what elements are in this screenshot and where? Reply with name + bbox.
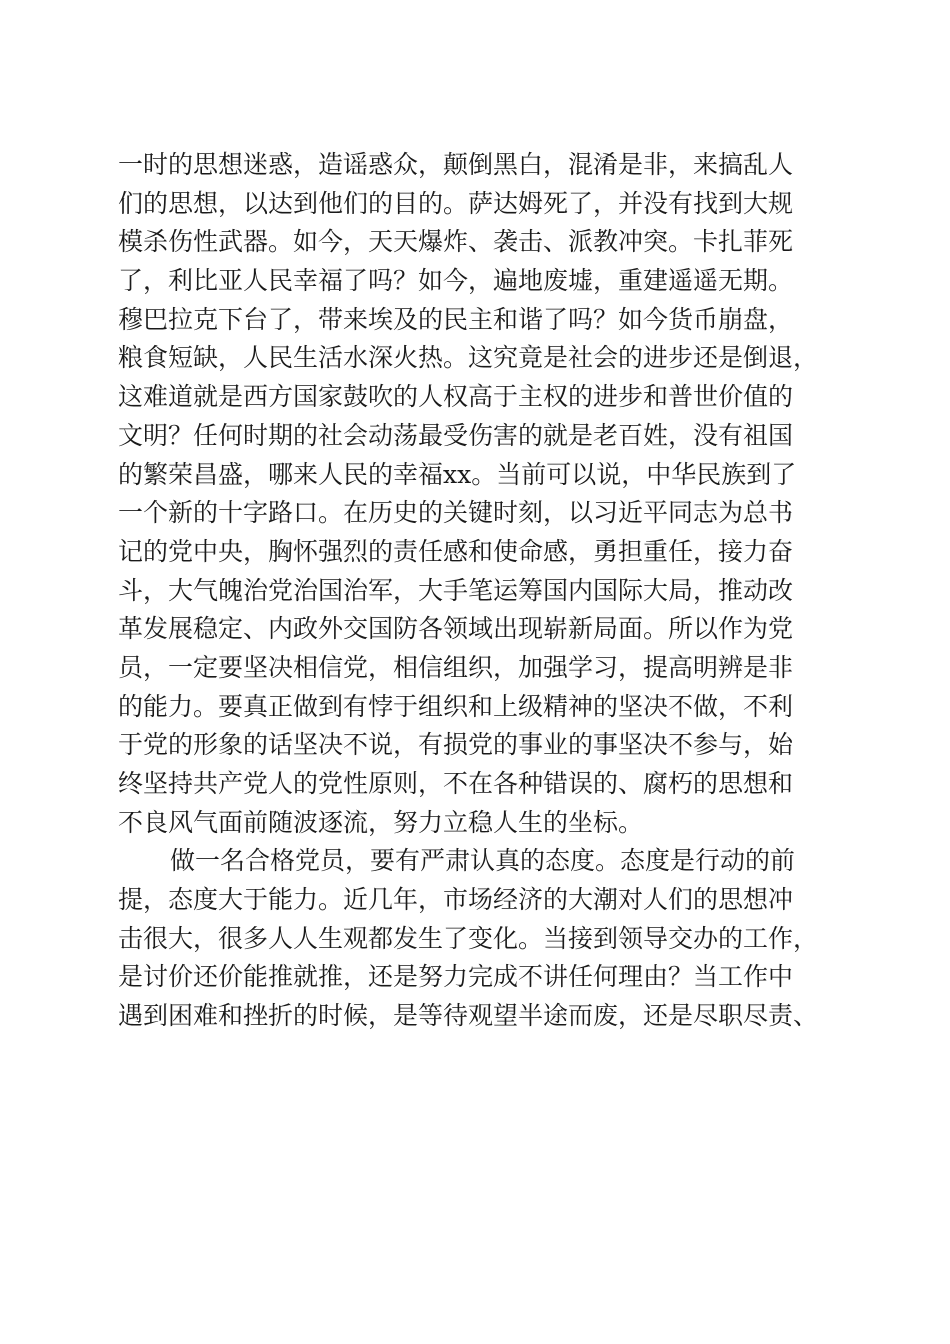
text-line: 终坚持共产党人的党性原则，不在各种错误的、腐朽的思想和 — [118, 769, 794, 798]
text-line: 击很大，很多人人生观都发生了变化。当接到领导交办的工作， — [118, 923, 819, 953]
text-line: 记的党中央，胸怀强烈的责任感和使命感，勇担重任，接力奋 — [118, 536, 794, 566]
text-line: 员，一定要坚决相信党，相信组织，加强学习，提高明辨是非 — [118, 652, 794, 682]
text-line: 是讨价还价能推就推，还是努力完成不讲任何理由？当工作中 — [118, 962, 794, 992]
text-line: 的繁荣昌盛，哪来人民的幸福xx。当前可以说，中华民族到了 — [118, 459, 797, 489]
text-line: 一个新的十字路口。在历史的关键时刻，以习近平同志为总书 — [118, 498, 794, 528]
text-line: 斗，大气魄治党治国治军，大手笔运筹国内国际大局，推动改 — [118, 575, 794, 605]
text-line: 穆巴拉克下台了，带来埃及的民主和谐了吗？如今货币崩盘， — [118, 304, 794, 334]
text-line: 一时的思想迷惑，造谣惑众，颠倒黑白，混淆是非，来搞乱人 — [118, 150, 794, 179]
text-line: 提，态度大于能力。近几年，市场经济的大潮对人们的思想冲 — [118, 885, 794, 915]
text-line: 革发展稳定、内政外交国防各领域出现崭新局面。所以作为党 — [118, 614, 794, 644]
text-line: 于党的形象的话坚决不说，有损党的事业的事坚决不参与，始 — [118, 730, 794, 760]
text-line: 模杀伤性武器。如今，天天爆炸、袭击、派教冲突。卡扎菲死 — [118, 227, 794, 257]
body-text — [118, 146, 858, 1036]
text-line: 遇到困难和挫折的时候，是等待观望半途而废，还是尽职尽责、 — [118, 1001, 819, 1031]
text-line: 不良风气面前随波逐流，努力立稳人生的坐标。 — [118, 807, 644, 837]
text-line: 们的思想，以达到他们的目的。萨达姆死了，并没有找到大规 — [118, 188, 794, 218]
text-line: 了，利比亚人民幸福了吗？如今，遍地废墟，重建遥遥无期。 — [118, 266, 794, 296]
text-line: 的能力。要真正做到有悖于组织和上级精神的坚决不做，不利 — [118, 691, 794, 721]
text-line: 粮食短缺，人民生活水深火热。这究竟是社会的进步还是倒退， — [118, 343, 819, 373]
text-line: 这难道就是西方国家鼓吹的人权高于主权的进步和普世价值的 — [118, 382, 794, 412]
text-line: 文明？任何时期的社会动荡最受伤害的就是老百姓，没有祖国 — [118, 420, 794, 450]
paragraph-start-line: 做一名合格党员，要有严肃认真的态度。态度是行动的前 — [170, 846, 796, 876]
